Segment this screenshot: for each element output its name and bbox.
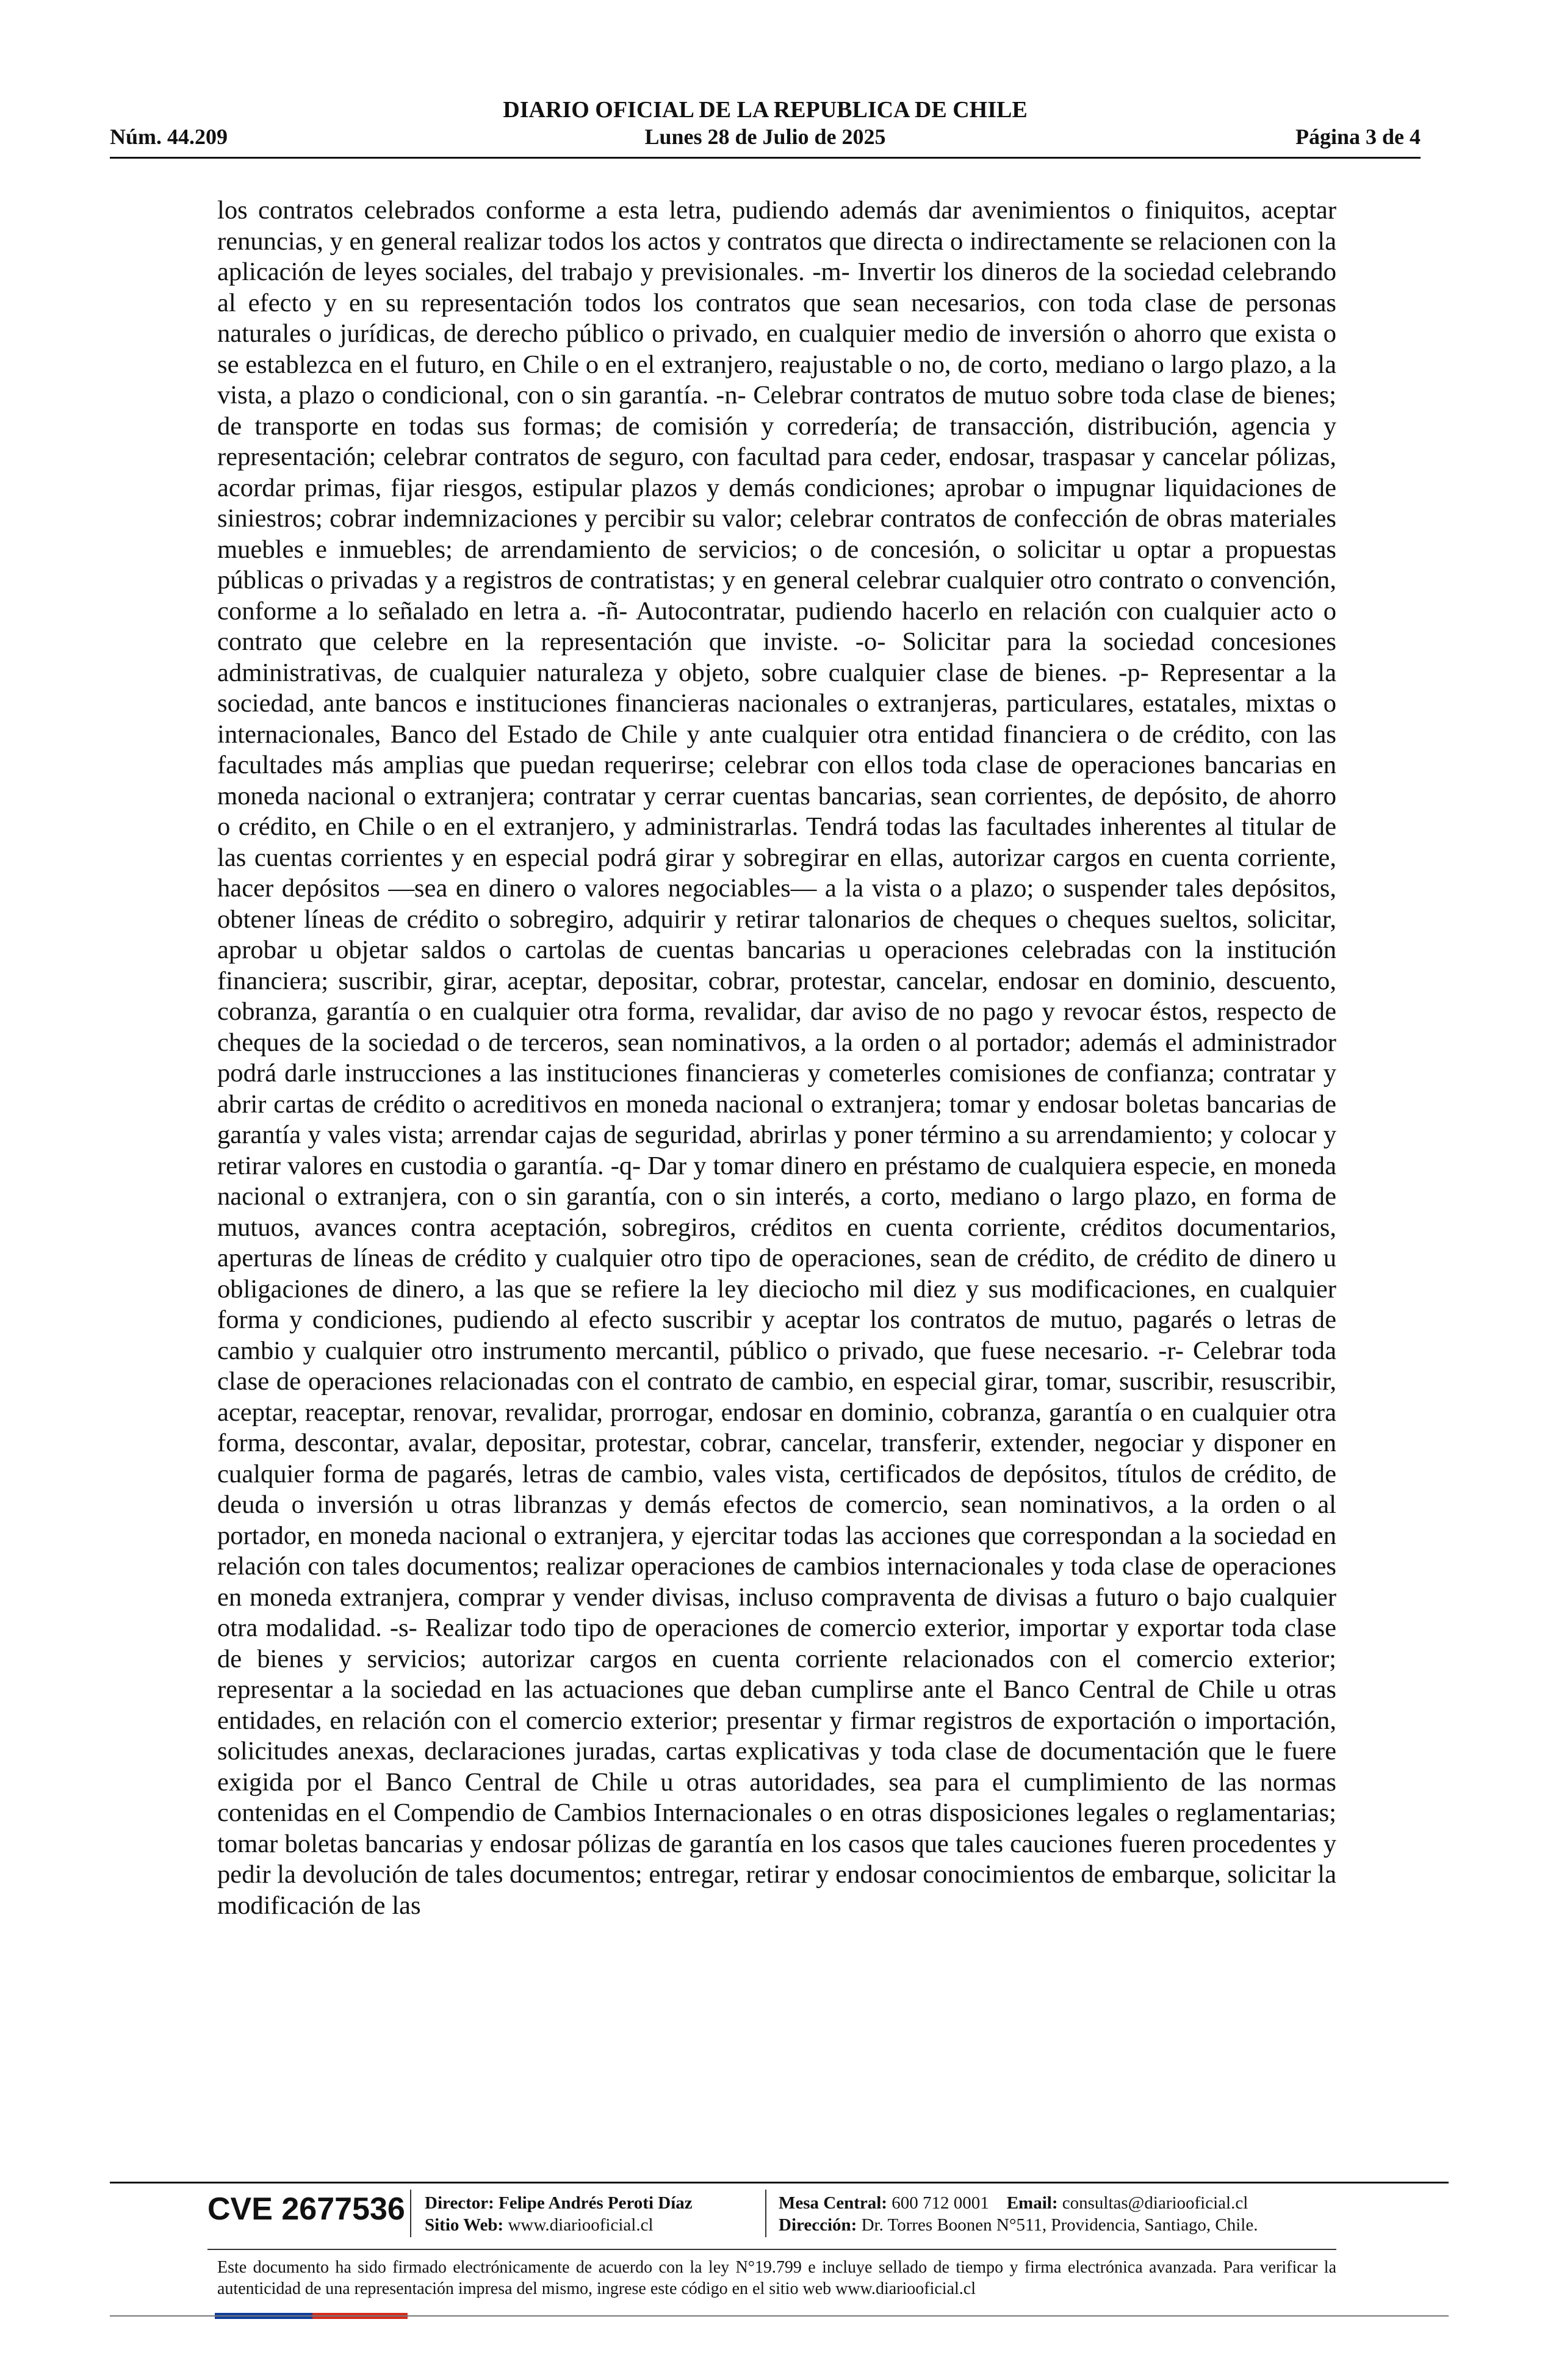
footer-contact-info: [779, 2192, 1258, 2236]
email-link[interactable]: consultas@diariooficial.cl: [1062, 2193, 1248, 2213]
director-label: Director:: [425, 2193, 494, 2213]
director-name: Felipe Andrés Peroti Díaz: [499, 2193, 693, 2213]
electronic-signature-notice: Este documento ha sido firmado electrónicamente de acuerdo con la ley N°19.799 e incluye sellado de tiempo y firma electrónica avanzada. Para verificar la autenticidad de una representación impresa del mismo, ingrese este código en el sitio web www.diariooficial.cl: [217, 2258, 1336, 2298]
page-number: Página 3 de 4: [1295, 124, 1421, 149]
document-body: los contratos celebrados conforme a esta letra, pudiendo además dar avenimientos o finiquitos, aceptar renuncias, y en general realizar todos los actos y contratos que directa o indirectamente se relacionen con la aplicación de leyes sociales, del trabajo y previsionales. -m- Invertir los dineros de la sociedad celebrando al efecto y en su representación todos los contratos que sean necesarios, con toda clase de personas naturales o jurídicas, de derecho público o privado, en cualquier medio de inversión o ahorro que exista o se establezca en el futuro, en Chile o en el extranjero, reajustable o no, de corto, mediano o largo plazo, a la vista, a plazo o condicional, con o sin garantía. -n- Celebrar contratos de mutuo sobre toda clase de bienes; de transporte en todas sus formas; de comisión y corredería; de transacción, distribución, agencia y representación; celebrar contratos de seguro, con facultad para ceder, endosar, traspasar y cancelar pólizas, acordar primas, fijar riesgos, estipular plazos y demás condiciones; aprobar o impugnar liquidaciones de siniestros; cobrar indemnizaciones y percibir su valor; celebrar contratos de confección de obras materiales muebles e inmuebles; de arrendamiento de servicios; o de concesión, o solicitar u optar a propuestas públicas o privadas y a registros de contratistas; y en general celebrar cualquier otro contrato o convención, conforme a lo señalado en letra a. -ñ- Autocontratar, pudiendo hacerlo en relación con cualquier acto o contrato que celebre en la representación que inviste. -o- Solicitar para la sociedad concesiones administrativas, de cualquier naturaleza y objeto, sobre cualquier clase de bienes. -p- Representar a la sociedad, ante bancos e instituciones financieras nacionales o extranjeras, particulares, estatales, mixtas o internacionales, Banco del Estado de Chile y ante cualquier otra entidad financiera o de crédito, con las facultades más amplias que puedan requerirse; celebrar con ellos toda clase de operaciones bancarias en moneda nacional o extranjera; contratar y cerrar cuentas bancarias, sean corrientes, de depósito, de ahorro o crédito, en Chile o en el extranjero, y administrarlas. Tendrá todas las facultades inherentes al titular de las cuentas corrientes y en especial podrá girar y sobregirar en ellas, autorizar cargos en cuenta corriente, hacer depósitos —sea en dinero o valores negociables— a la vista o a plazo; o suspender tales depósitos, obtener líneas de crédito o sobregiro, adquirir y retirar talonarios de cheques o cheques sueltos, solicitar, aprobar u objetar saldos o cartolas de cuentas bancarias u operaciones celebradas con la institución financiera; suscribir, girar, aceptar, depositar, cobrar, protestar, cancelar, endosar en dominio, descuento, cobranza, garantía o en cualquier otra forma, revalidar, dar aviso de no pago y revocar éstos, respecto de cheques de la sociedad o de terceros, sean nominativos, a la orden o al portador; además el administrador podrá darle instrucciones a las instituciones financieras y cometerles comisiones de confianza; contratar y abrir cartas de crédito o acreditivos en moneda nacional o extranjera; tomar y endosar boletas bancarias de garantía y vales vista; arrendar cajas de seguridad, abrirlas y poner término a su arrendamiento; y colocar y retirar valores en custodia o garantía. -q- Dar y tomar dinero en préstamo de cualquiera especie, en moneda nacional o extranjera, con o sin garantía, con o sin interés, a corto, mediano o largo plazo, en forma de mutuos, avances contra aceptación, sobregiros, créditos en cuenta corriente, créditos documentarios, aperturas de líneas de crédito y cualquier otro tipo de operaciones, sean de crédito, de crédito de dinero u obligaciones de dinero, a las que se refiere la ley dieciocho mil diez y sus modificaciones, en cualquier forma y condiciones, pudiendo al efecto suscribir y aceptar los contratos de mutuo, pagarés o letras de cambio y cualquier otro instrumento mercantil, público o privado, que fuese necesario. -r- Celebrar toda clase de operaciones relacionadas con el contrato de cambio, en especial girar, tomar, suscribir, resuscribir, aceptar, reaceptar, renovar, revalidar, prorrogar, endosar en dominio, cobranza, garantía o en cualquier otra forma, descontar, avalar, depositar, protestar, cobrar, cancelar, transferir, extender, negociar y disponer en cualquier forma de pagarés, letras de cambio, vales vista, certificados de depósitos, títulos de crédito, de deuda o inversión u otras libranzas y demás efectos de comercio, sean nominativos, a la orden o al portador, en moneda nacional o extranjera, y ejercitar todas las acciones que correspondan a la sociedad en relación con tales documentos; realizar operaciones de cambios internacionales y toda clase de operaciones en moneda extranjera, comprar y vender divisas, incluso compraventa de divisas a futuro o bajo cualquier otra modalidad. -s- Realizar todo tipo de operaciones de comercio exterior, importar y exportar toda clase de bienes y servicios; autorizar cargos en cuenta corriente relacionados con el comercio exterior; representar a la sociedad en las actuaciones que deban cumplirse ante el Banco Central de Chile u otras entidades, en relación con el comercio exterior; presentar y firmar registros de exportación o importación, solicitudes anexas, declaraciones juradas, cartas explicativas y toda clase de documentación que le fuere exigida por el Banco Central de Chile u otras autoridades, sea para el cumplimiento de las normas contenidas en el Compendio de Cambios Internacionales o en otras disposiciones legales o reglamentarias; tomar boletas bancarias y endosar pólizas de garantía en los casos que tales cauciones fueren procedentes y pedir la devolución de tales documentos; entregar, retirar y endosar conocimientos de embarque, solicitar la modificación de las: [217, 196, 1336, 1920]
footer-director-info: [425, 2192, 693, 2236]
footer-separator: [410, 2190, 411, 2237]
footer-divider-bottom: [110, 2315, 1449, 2317]
website-label: Sitio Web:: [425, 2215, 504, 2235]
issue-number: Núm. 44.209: [110, 124, 228, 149]
footer-separator: [765, 2190, 766, 2237]
address-label: Dirección:: [779, 2215, 857, 2235]
cve-code: CVE 2677536: [207, 2191, 405, 2227]
footer-divider-top: [110, 2182, 1449, 2183]
address-value: Dr. Torres Boonen N°511, Providencia, Santiago, Chile.: [861, 2215, 1258, 2235]
publication-title: DIARIO OFICIAL DE LA REPUBLICA DE CHILE: [503, 97, 1028, 123]
phone-number: 600 712 0001: [891, 2193, 989, 2213]
phone-label: Mesa Central:: [779, 2193, 887, 2213]
page-header: [110, 92, 1421, 157]
footer-divider-middle: [207, 2249, 1336, 2250]
website-link[interactable]: www.diariooficial.cl: [508, 2215, 654, 2235]
header-divider: [110, 157, 1421, 159]
issue-date: Lunes 28 de Julio de 2025: [644, 124, 886, 149]
email-label: Email:: [1006, 2193, 1058, 2213]
